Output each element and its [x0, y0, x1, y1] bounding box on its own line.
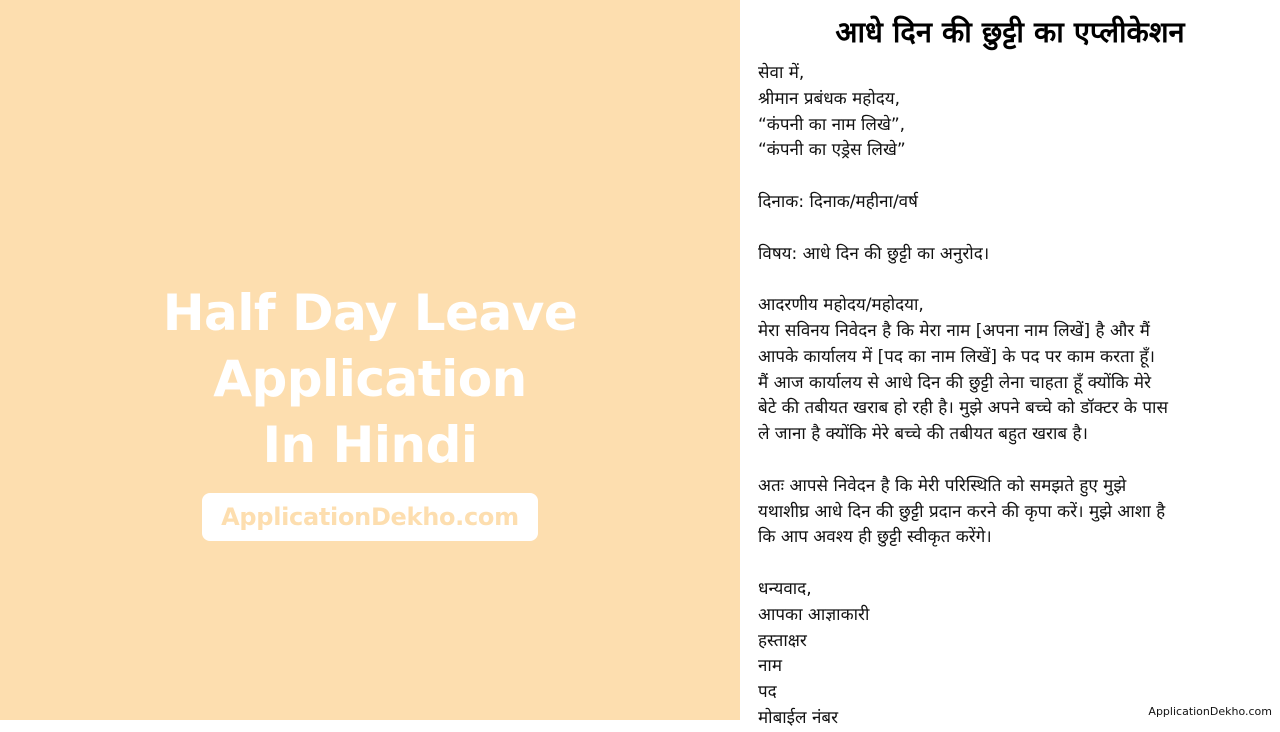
letter-paragraph-1	[758, 319, 1270, 448]
address-line: श्रीमान प्रबंधक महोदय,	[758, 88, 901, 109]
address-line: “कंपनी का नाम लिखे”,	[758, 114, 906, 135]
banner-title-line-1: Half Day Leave Application	[162, 284, 578, 408]
letter-date: दिनाक: दिनाक/महीना/वर्ष	[758, 191, 918, 212]
spacer	[758, 551, 1270, 577]
closing-line: मोबाईल नंबर	[758, 707, 839, 728]
closing-line: आपका आज्ञाकारी	[758, 604, 870, 625]
paragraph-line: ले जाना है क्योंकि मेरे बच्चे की तबीयत बहुत खराब है।	[758, 424, 1088, 445]
footer-watermark: ApplicationDekho.com	[1148, 705, 1272, 718]
address-line: सेवा में,	[758, 63, 805, 83]
paragraph-line: आपके कार्यालय में [पद का नाम लिखें] के पद पर काम करता हूँ।	[758, 346, 1155, 367]
site-name-badge	[202, 493, 538, 541]
banner-title	[0, 280, 740, 478]
paragraph-line: मैं आज कार्यालय से आधे दिन की छुट्टी लेना चाहता हूँ क्योंकि मेरे	[758, 372, 1152, 393]
spacer	[758, 267, 1270, 293]
spacer	[758, 164, 1270, 190]
closing-line: धन्यवाद,	[758, 578, 812, 599]
letter-salutation: आदरणीय महोदय/महोदया,	[758, 295, 924, 316]
paragraph-line: बेटे की तबीयत खराब हो रही है। मुझे अपने बच्चे को डॉक्टर के पास	[758, 398, 1168, 419]
letter-body	[758, 61, 1270, 732]
closing-line: नाम	[758, 656, 783, 677]
letter-paragraph-2	[758, 474, 1270, 551]
paragraph-line: कि आप अवश्य ही छुट्टी स्वीकृत करेंगे।	[758, 527, 992, 548]
spacer	[758, 448, 1270, 474]
paragraph-line: मेरा सविनय निवेदन है कि मेरा नाम [अपना नाम लिखें] है और मैं	[758, 320, 1150, 341]
site-name-text: ApplicationDekho.com	[221, 503, 519, 531]
letter-title: आधे दिन की छुट्टी का एप्लीकेशन	[835, 15, 1185, 49]
paragraph-line: यथाशीघ्र आधे दिन की छुट्टी प्रदान करने की कृपा करें। मुझे आशा है	[758, 501, 1166, 522]
banner-title-line-2: In Hindi	[262, 416, 478, 474]
letter-subject: विषय: आधे दिन की छुट्टी का अनुरोद।	[758, 243, 990, 264]
letter-address-block	[758, 61, 1270, 164]
letter-panel	[740, 0, 1280, 728]
address-line: “कंपनी का एड्रेस लिखे”	[758, 140, 906, 161]
spacer	[758, 216, 1270, 242]
closing-line: हस्ताक्षर	[758, 630, 807, 651]
paragraph-line: अतः आपसे निवेदन है कि मेरी परिस्थिति को समझते हुए मुझे	[758, 475, 1127, 496]
closing-line: पद	[758, 682, 777, 703]
